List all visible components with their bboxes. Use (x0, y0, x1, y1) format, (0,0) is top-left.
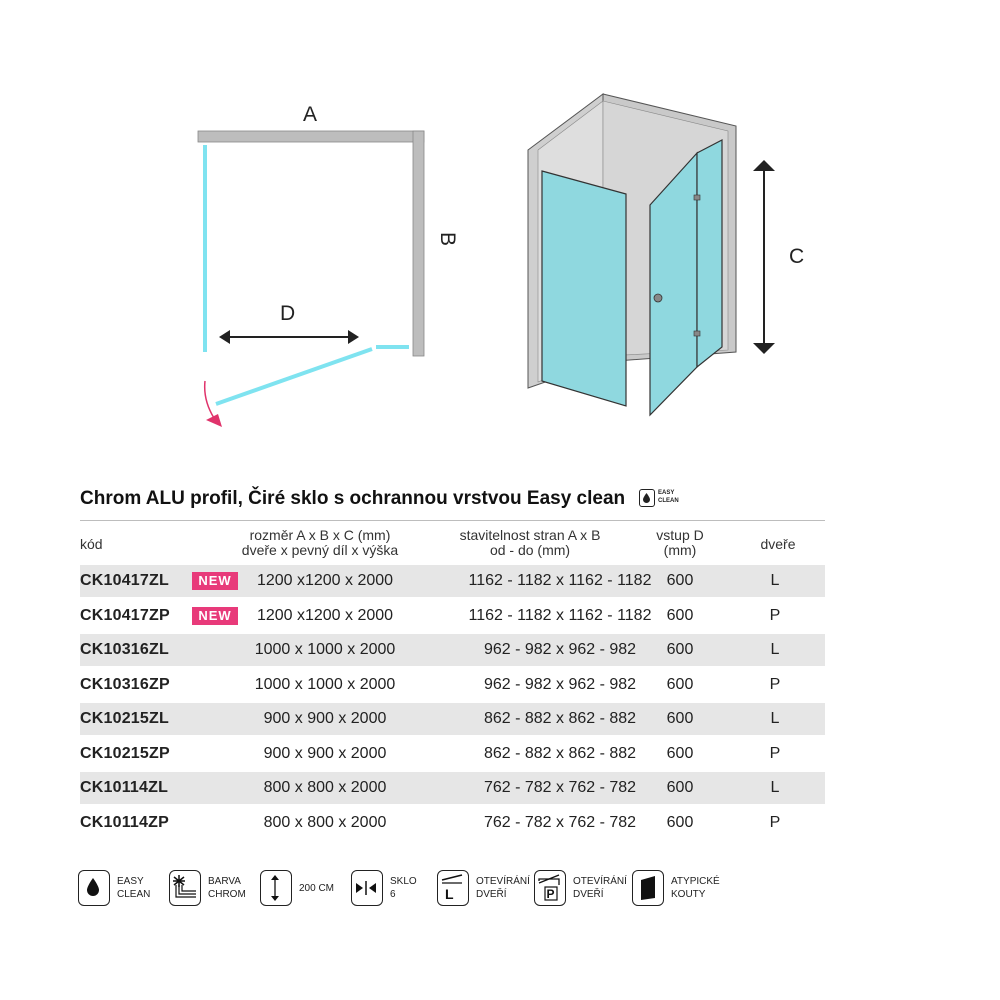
legend-atypical-line2: KOUTY (671, 889, 706, 900)
fixed-glass-left-panel (542, 171, 626, 406)
header-door: dveře (760, 536, 796, 552)
easy-clean-drop-icon (639, 489, 655, 507)
cell-code: CK10316ZP (80, 676, 170, 693)
water-drop-icon (78, 870, 110, 906)
product-diagram (0, 0, 1000, 470)
legend-chrome-line1: BARVA (208, 876, 241, 887)
label-b: B (436, 232, 459, 247)
cell-code: CK10316ZL (80, 641, 169, 658)
dimension-c-arrow-top (753, 160, 775, 171)
hinge-top (694, 195, 700, 200)
legend-easy-clean (78, 870, 158, 910)
header-vstup-line2: (mm) (663, 542, 697, 558)
cell-size: 800 x 800 x 2000 (263, 779, 387, 796)
cell-code: CK10215ZP (80, 745, 170, 762)
legend-chrome-line2: CHROM (208, 889, 246, 900)
legend-open-left (437, 870, 530, 910)
table-row (80, 565, 825, 597)
legend-glass-line1: SKLO (390, 876, 417, 887)
cell-door-side: P (769, 607, 781, 624)
new-badge: NEW (192, 572, 238, 590)
cell-adjustability: 762 - 782 x 762 - 782 (483, 814, 637, 831)
easy-clean-badge (639, 488, 685, 510)
cell-entry-width: 600 (666, 745, 694, 762)
legend-easy-line2: CLEAN (117, 889, 151, 900)
header-size-line1: rozměr A x B x C (mm) (249, 527, 391, 543)
legend-easy-line1: EASY (117, 876, 144, 887)
label-d: D (280, 302, 296, 325)
cell-code: CK10114ZL (80, 779, 169, 796)
legend-atypical (632, 870, 722, 910)
legend-glass (351, 870, 431, 910)
cell-code: CK10417ZL (80, 572, 169, 589)
height-icon (260, 870, 292, 906)
legend-open-right-line2: DVEŘÍ (573, 889, 604, 900)
cell-size: 900 x 900 x 2000 (263, 710, 387, 727)
door-opening-left-icon (437, 870, 469, 906)
cell-entry-width: 600 (666, 572, 694, 589)
plan-view (198, 103, 459, 427)
legend-open-left-line2: DVEŘÍ (476, 889, 507, 900)
dimension-d-arrow-left (219, 330, 230, 344)
dimension-d-arrow-right (348, 330, 359, 344)
table-row (80, 634, 825, 666)
door-glass (216, 349, 372, 404)
legend-glass-line2: 6 (390, 889, 396, 900)
legend-height (260, 870, 340, 910)
legend-open-left-line1: OTEVÍRÁNÍ (476, 876, 530, 887)
label-c: C (789, 245, 805, 268)
cell-size: 1000 x 1000 x 2000 (254, 676, 396, 693)
cell-door-side: L (770, 710, 780, 727)
cell-code: CK10215ZL (80, 710, 169, 727)
wall-right (413, 131, 424, 356)
cell-door-side: L (770, 641, 780, 658)
table-title: Chrom ALU profil, Čiré sklo s ochrannou vrstvou Easy clean (80, 488, 626, 509)
atypical-corner-icon (632, 870, 664, 906)
door-right-letter: P (546, 887, 555, 901)
cell-entry-width: 600 (666, 710, 694, 727)
cell-code: CK10417ZP (80, 607, 170, 624)
label-a: A (303, 103, 318, 126)
legend-height-line1: 200 CM (299, 883, 335, 894)
cell-adjustability: 862 - 882 x 862 - 882 (483, 745, 637, 762)
cell-size: 1200 x1200 x 2000 (256, 572, 394, 589)
header-code: kód (80, 536, 103, 552)
cell-adjustability: 1162 - 1182 x 1162 - 1182 (468, 607, 652, 624)
table-row (80, 600, 825, 632)
header-size-line2: dveře x pevný díl x výška (241, 542, 399, 558)
cell-door-side: P (769, 814, 781, 831)
header-adj-line1: stavitelnost stran A x B (459, 527, 601, 543)
easy-badge-line2: CLEAN (658, 498, 679, 504)
door-knob (654, 294, 662, 302)
door-left-letter: L (445, 886, 454, 902)
door-swing-arrowhead (206, 414, 222, 427)
cell-size: 800 x 800 x 2000 (263, 814, 387, 831)
cell-adjustability: 962 - 982 x 962 - 982 (483, 676, 637, 693)
legend-open-right-line1: OTEVÍRÁNÍ (573, 876, 627, 887)
table-row (80, 669, 825, 701)
hinge-bottom (694, 331, 700, 336)
glass-thickness-icon (351, 870, 383, 906)
legend-chrome (169, 870, 259, 910)
table-row (80, 703, 825, 735)
cell-size: 1200 x1200 x 2000 (256, 607, 394, 624)
cell-entry-width: 600 (666, 641, 694, 658)
cell-size: 900 x 900 x 2000 (263, 745, 387, 762)
cell-adjustability: 1162 - 1182 x 1162 - 1182 (468, 572, 652, 589)
wall-top (198, 131, 424, 142)
cell-door-side: P (769, 676, 781, 693)
table-row (80, 772, 825, 804)
cell-adjustability: 962 - 982 x 962 - 982 (483, 641, 637, 658)
cell-code: CK10114ZP (80, 814, 169, 831)
cell-adjustability: 762 - 782 x 762 - 782 (483, 779, 637, 796)
new-badge: NEW (192, 607, 238, 625)
cell-entry-width: 600 (666, 779, 694, 796)
easy-badge-line1: EASY (658, 490, 675, 496)
fixed-glass-right-panel (697, 140, 722, 367)
table-row (80, 807, 825, 839)
cell-entry-width: 600 (666, 676, 694, 693)
legend-atypical-line1: ATYPICKÉ (671, 876, 720, 887)
cell-door-side: L (770, 779, 780, 796)
cell-entry-width: 600 (666, 814, 694, 831)
header-adj-line2: od - do (mm) (489, 542, 571, 558)
table-top-rule (80, 520, 825, 521)
cell-door-side: P (769, 745, 781, 762)
chrome-profile-icon (169, 870, 201, 906)
cell-size: 1000 x 1000 x 2000 (254, 641, 396, 658)
door-swing-arrow (205, 381, 214, 418)
cell-adjustability: 862 - 882 x 862 - 882 (483, 710, 637, 727)
header-vstup-line1: vstup D (656, 527, 704, 543)
cell-door-side: L (770, 572, 780, 589)
dimension-c-arrow-bottom (753, 343, 775, 354)
perspective-view (528, 94, 804, 415)
door-opening-right-icon (534, 870, 566, 906)
table-row (80, 738, 825, 770)
legend-open-right (534, 870, 627, 910)
cell-entry-width: 600 (666, 607, 694, 624)
